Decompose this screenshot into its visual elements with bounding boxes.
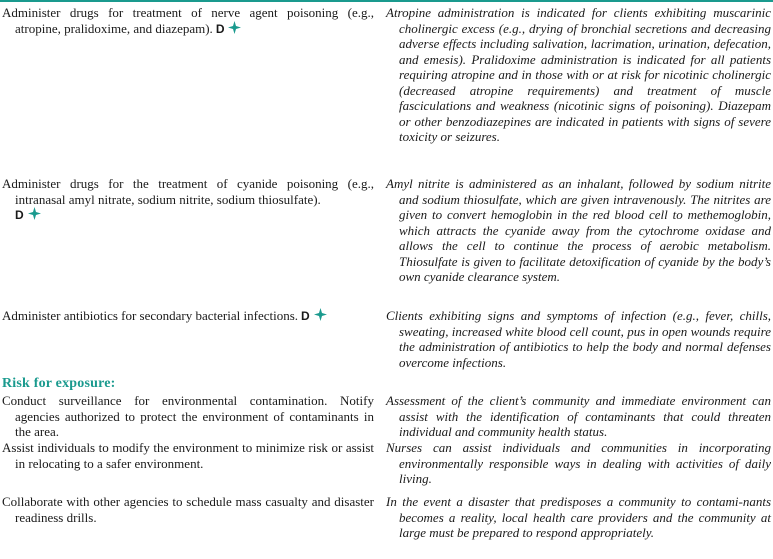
intervention-text: Administer drugs for the treatment of cyanide poisoning (e.g., intranasal amyl nitrate, sodium nitrite, sodium thiosulfate). <box>2 176 374 207</box>
delegation-badge: D <box>15 208 24 222</box>
four-point-star-icon <box>28 207 41 220</box>
four-point-star-icon <box>314 308 327 321</box>
intervention-collaborate: Collaborate with other agencies to schedule mass casualty and disaster readiness drills. <box>2 494 374 525</box>
rationale-collaborate: In the event a disaster that predisposes a community to contami-nants becomes a reality, local health care providers and the community at large must be prepared to respond appropriately. <box>386 494 771 540</box>
rationale-antibiotics: Clients exhibiting signs and symptoms of infection (e.g., fever, chills, sweating, increased white blood cell count, pus in open wounds require the administration of antibiotics to help the body and normal defenses overcome infections. <box>386 308 771 370</box>
delegation-badge: D <box>301 309 310 323</box>
intervention-text: Administer drugs for treatment of nerve agent poisoning (e.g., atropine, pralidoxime, and diazepam). <box>2 5 374 36</box>
intervention-surveillance: Conduct surveillance for environmental contamination. Notify agencies authorized to protect the environment of contaminants in the area. <box>2 393 374 439</box>
intervention-antibiotics <box>2 308 374 325</box>
intervention-nerve-agent <box>2 5 374 37</box>
four-point-star-icon <box>228 21 241 34</box>
rationale-modify-environment: Nurses can assist individuals and communities in incorporating environmentally responsible ways in dealing with activities of daily living. <box>386 440 771 486</box>
delegation-badge: D <box>215 21 225 36</box>
rationale-nerve-agent: Atropine administration is indicated for clients exhibiting muscarinic cholinergic excess (e.g., drying of bronchial secretions and decreasing adverse effects including salivation, lacrimation, urination, defecation, and emesis). Pralidoxime administration is indicated for all patients requiring atropine and in those with or at risk for nicotinic cholinergic (decreased atropine requirements) and treatment of muscle fasciculations and weakness (nicotinic signs of poisoning). Diazepam or other benzodiazepines are indicated in patients with signs of severe toxicity or seizures. <box>386 5 771 144</box>
section-heading-risk-for-exposure: Risk for exposure: <box>2 376 116 391</box>
intervention-modify-environment: Assist individuals to modify the environment to minimize risk or assist in relocating to a safer environment. <box>2 440 374 471</box>
intervention-cyanide <box>2 176 374 224</box>
rationale-cyanide: Amyl nitrite is administered as an inhalant, followed by sodium nitrite and sodium thiosulfate, which are given intravenously. The nitrites are given to convert hemoglobin in the red blood cell to methemoglobin, which attracts the cyanide away from the cytochrome oxidase and allows the cell to continue the process of aerobic metabolism. Thiosulfate is given to facilitate detoxification of cyanide by the body’s own cyanide clearance system. <box>386 176 771 284</box>
intervention-text: Administer antibiotics for secondary bacterial infections. <box>2 308 299 323</box>
rationale-surveillance: Assessment of the client’s community and immediate environment can assist with the identification of contaminants that could threaten individual and community health status. <box>386 393 771 439</box>
